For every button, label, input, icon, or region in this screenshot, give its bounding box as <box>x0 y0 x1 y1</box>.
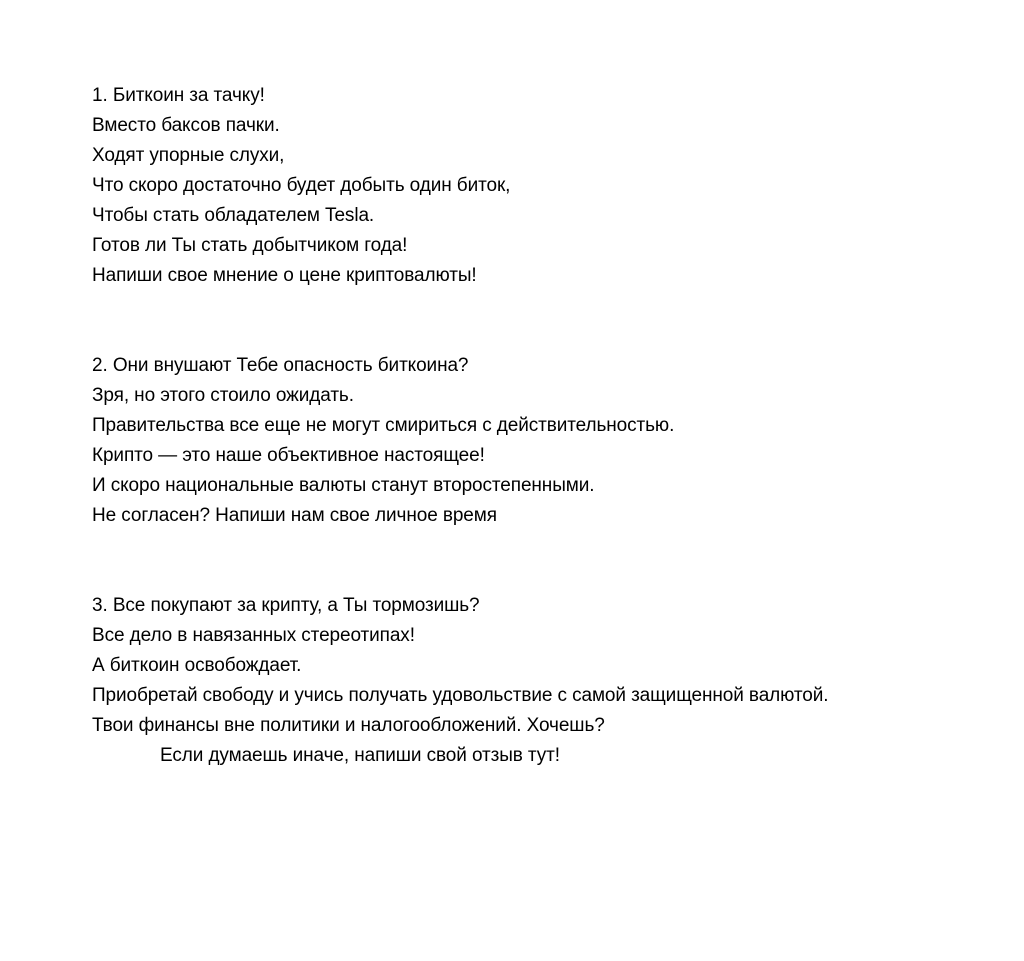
text-line: Твои финансы вне политики и налогообложений. Хочешь? <box>92 715 605 736</box>
text-line: Приобретай свободу и учись получать удовольствие с самой защищенной валютой. <box>92 685 829 706</box>
text-line: Вместо баксов пачки. <box>92 115 280 136</box>
text-line: Ходят упорные слухи, <box>92 145 285 166</box>
text-line: Все дело в навязанных стереотипах! <box>92 625 415 646</box>
text-line: А биткоин освобождает. <box>92 655 302 676</box>
indented-text-line: Если думаешь иначе, напиши свой отзыв тут! <box>160 745 560 766</box>
text-block-3 <box>92 591 1012 771</box>
text-line: Правительства все еще не могут смириться с действительностью. <box>92 415 675 436</box>
document-body <box>92 81 1012 771</box>
text-block-2 <box>92 351 1012 531</box>
block-3-heading: 3. Все покупают за крипту, а Ты тормозишь? <box>92 595 480 616</box>
text-line: И скоро национальные валюты станут второстепенными. <box>92 475 595 496</box>
text-line: Готов ли Ты стать добытчиком года! <box>92 235 408 256</box>
block-2-heading: 2. Они внушают Тебе опасность биткоина? <box>92 355 469 376</box>
text-line: Крипто — это наше объективное настоящее! <box>92 445 485 466</box>
text-block-1 <box>92 81 1012 291</box>
text-line: Напиши свое мнение о цене криптовалюты! <box>92 265 477 286</box>
text-line: Зря, но этого стоило ожидать. <box>92 385 354 406</box>
block-1-heading: 1. Биткоин за тачку! <box>92 85 265 106</box>
text-line: Что скоро достаточно будет добыть один биток, <box>92 175 511 196</box>
text-line: Чтобы стать обладателем Tesla. <box>92 205 375 226</box>
text-line: Не согласен? Напиши нам свое личное время <box>92 505 497 526</box>
